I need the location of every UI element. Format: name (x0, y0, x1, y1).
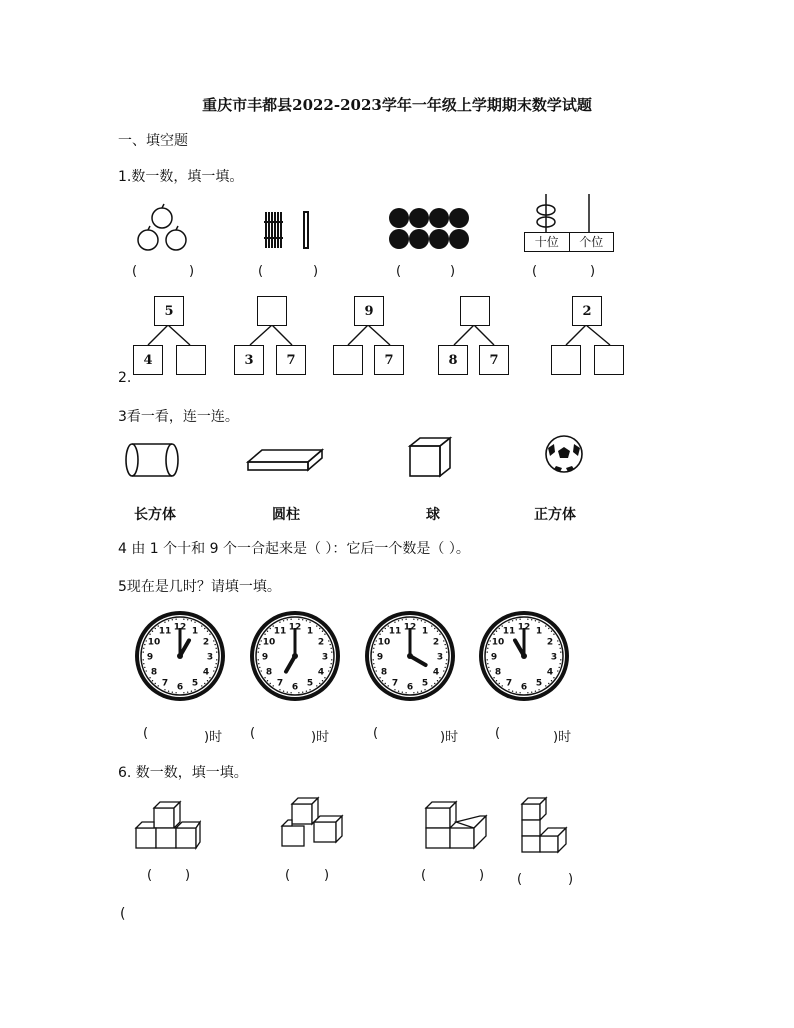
clock-2 (250, 611, 340, 701)
clock-numeral: 11 (388, 626, 402, 637)
clock-numeral: 11 (502, 626, 516, 637)
clock-3 (365, 611, 455, 701)
clock-numeral: 1 (421, 626, 429, 637)
q5-prompt: 5现在是几时？请填一填。 (118, 579, 281, 595)
tree-3-right[interactable]: 7 (374, 345, 404, 375)
clock-numeral: 9 (490, 652, 498, 663)
clock-numeral: 4 (317, 667, 325, 678)
clock-numeral: 5 (191, 678, 199, 689)
blocks-2-icon (280, 796, 346, 852)
q5-blank-3-close: )时 (440, 730, 459, 745)
blocks-3-icon (424, 798, 490, 854)
clock-numeral: 4 (546, 667, 554, 678)
clock-numeral: 12 (403, 622, 417, 633)
clock-numeral: 10 (262, 637, 276, 648)
clock-numeral: 9 (376, 652, 384, 663)
tree-5-top[interactable]: 2 (572, 296, 602, 326)
q2-number: 2. (118, 370, 132, 386)
q6-blank-1-close: ) (185, 868, 191, 883)
q1-blank-4-close: ) (590, 264, 596, 279)
clock-numeral: 11 (273, 626, 287, 637)
clock-numeral: 10 (491, 637, 505, 648)
clock-numeral: 1 (306, 626, 314, 637)
clock-numeral: 5 (535, 678, 543, 689)
clock-numeral: 7 (276, 678, 284, 689)
q6-blank-3-close: ) (479, 868, 485, 883)
q1-blank-3-close: ) (450, 264, 456, 279)
q1-blank-1-open: ( (132, 264, 138, 279)
clock-numeral: 9 (261, 652, 269, 663)
clock-numeral: 3 (321, 652, 329, 663)
q6-prompt: 6. 数一数，填一填。 (118, 765, 248, 781)
page-title: 重庆市丰都县2022-2023学年一年级上学期期末数学试题 (202, 96, 592, 114)
clock-numeral: 5 (306, 678, 314, 689)
q5-blank-1-close: )时 (204, 730, 223, 745)
q3-prompt: 3看一看，连一连。 (118, 409, 239, 425)
q1-blank-2-close: ) (313, 264, 319, 279)
clock-numeral: 6 (176, 682, 184, 693)
clock-numeral: 8 (150, 667, 158, 678)
clock-numeral: 2 (202, 637, 210, 648)
q5-blank-3-open: ( (373, 726, 379, 741)
blocks-4-icon (520, 796, 576, 858)
clock-numeral: 2 (317, 637, 325, 648)
clock-numeral: 4 (202, 667, 210, 678)
clock-numeral: 12 (173, 622, 187, 633)
clock-numeral: 6 (520, 682, 528, 693)
clock-numeral: 11 (158, 626, 172, 637)
q6-blank-2-open: ( (285, 868, 291, 883)
clock-numeral: 2 (546, 637, 554, 648)
clock-numeral: 9 (146, 652, 154, 663)
q5-blank-2-open: ( (250, 726, 256, 741)
q1-blank-4-open: ( (532, 264, 538, 279)
q4-text: 4 由 1 个十和 9 个一合起来是（ ）：它后一个数是（ ）。 (118, 541, 470, 557)
tree-1-top[interactable]: 5 (154, 296, 184, 326)
clock-numeral: 10 (377, 637, 391, 648)
q5-blank-4-close: )时 (553, 730, 572, 745)
trailing-paren: ( (120, 906, 126, 922)
clock-numeral: 5 (421, 678, 429, 689)
clock-numeral: 4 (432, 667, 440, 678)
section-heading: 一、填空题 (118, 133, 188, 149)
clock-numeral: 7 (505, 678, 513, 689)
clock-numeral: 8 (265, 667, 273, 678)
q6-blank-4-open: ( (517, 872, 523, 887)
label-cube: 正方体 (534, 507, 576, 523)
q6-blank-1-open: ( (147, 868, 153, 883)
label-cuboid: 长方体 (134, 507, 176, 523)
q6-blank-4-close: ) (568, 872, 574, 887)
clock-4 (479, 611, 569, 701)
clock-numeral: 8 (494, 667, 502, 678)
clock-numeral: 1 (535, 626, 543, 637)
q1-prompt: 1.数一数，填一填。 (118, 169, 244, 185)
clock-numeral: 2 (432, 637, 440, 648)
clock-numeral: 12 (517, 622, 531, 633)
q1-blank-3-open: ( (396, 264, 402, 279)
clock-numeral: 12 (288, 622, 302, 633)
q1-blank-2-open: ( (258, 264, 264, 279)
q5-blank-1-open: ( (143, 726, 149, 741)
tree-1-left[interactable]: 4 (133, 345, 163, 375)
clock-1 (135, 611, 225, 701)
clock-numeral: 3 (206, 652, 214, 663)
q1-blank-1-close: ) (189, 264, 195, 279)
clock-numeral: 10 (147, 637, 161, 648)
clock-numeral: 7 (391, 678, 399, 689)
tree-4-right[interactable]: 7 (479, 345, 509, 375)
q5-blank-2-close: )时 (311, 730, 330, 745)
tree-2-left[interactable]: 3 (234, 345, 264, 375)
q6-blank-2-close: ) (324, 868, 330, 883)
blocks-1-icon (134, 798, 204, 854)
ones-label: 个位 (579, 235, 604, 249)
tree-2-right[interactable]: 7 (276, 345, 306, 375)
label-sphere: 球 (426, 507, 440, 523)
q5-blank-4-open: ( (495, 726, 501, 741)
clock-numeral: 6 (406, 682, 414, 693)
clock-numeral: 3 (550, 652, 558, 663)
clock-numeral: 6 (291, 682, 299, 693)
clock-numeral: 8 (380, 667, 388, 678)
clock-numeral: 1 (191, 626, 199, 637)
clock-numeral: 7 (161, 678, 169, 689)
tens-label: 十位 (525, 233, 570, 251)
clock-numeral: 3 (436, 652, 444, 663)
tree-3-top[interactable]: 9 (354, 296, 384, 326)
label-cylinder: 圆柱 (272, 507, 300, 523)
q6-blank-3-open: ( (421, 868, 427, 883)
tree-4-left[interactable]: 8 (438, 345, 468, 375)
